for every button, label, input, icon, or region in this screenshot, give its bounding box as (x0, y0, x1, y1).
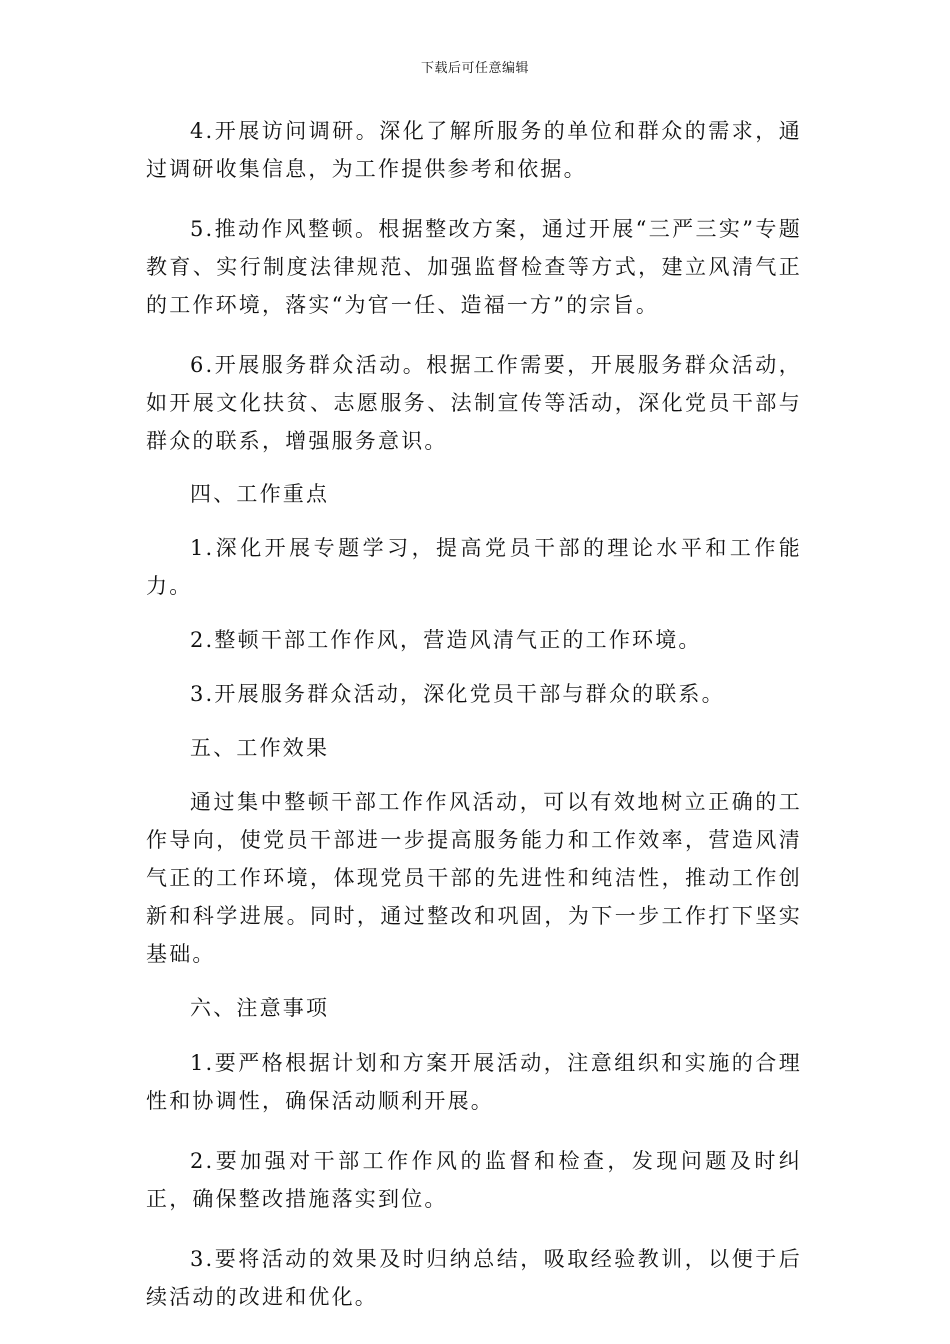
precaution-item-3: 3.要将活动的效果及时归纳总结，吸取经验教训，以便于后续活动的改进和优化。 (146, 1247, 802, 1309)
precaution-item-1: 1.要严格根据计划和方案开展活动，注意组织和实施的合理性和协调性，确保活动顺利开展。 (146, 1051, 802, 1113)
focus-item-1: 1.深化开展专题学习，提高党员干部的理论水平和工作能力。 (146, 536, 802, 598)
section-heading-work-effect: 五、工作效果 (190, 736, 330, 760)
page-header: 下载后可任意编辑 (420, 61, 529, 76)
document-body (146, 112, 802, 1316)
paragraph-item-6: 6.开展服务群众活动。根据工作需要，开展服务群众活动，如开展文化扶贫、志愿服务、法制宣传等活动，深化党员干部与群众的联系，增强服务意识。 (146, 353, 802, 453)
focus-item-3: 3.开展服务群众活动，深化党员干部与群众的联系。 (190, 682, 725, 706)
effect-paragraph: 通过集中整顿干部工作作风活动，可以有效地树立正确的工作导向，使党员干部进一步提高服务能力和工作效率，营造风清气正的工作环境，体现党员干部的先进性和纯洁性，推动工作创新和科学进展。同时，通过整改和巩固，为下一步工作打下坚实基础。 (146, 790, 802, 966)
paragraph-item-5: 5.推动作风整顿。根据整改方案，通过开展“三严三实”专题教育、实行制度法律规范、加强监督检查等方式，建立风清气正的工作环境，落实“为官一任、造福一方”的宗旨。 (146, 217, 802, 317)
section-heading-precautions: 六、注意事项 (190, 996, 330, 1020)
paragraph-item-4: 4.开展访问调研。深化了解所服务的单位和群众的需求，通过调研收集信息，为工作提供参考和依据。 (146, 119, 802, 181)
section-heading-work-focus: 四、工作重点 (190, 482, 330, 506)
precaution-item-2: 2.要加强对干部工作作风的监督和检查，发现问题及时纠正，确保整改措施落实到位。 (146, 1149, 802, 1211)
focus-item-2: 2.整顿干部工作作风，营造风清气正的工作环境。 (190, 628, 702, 652)
